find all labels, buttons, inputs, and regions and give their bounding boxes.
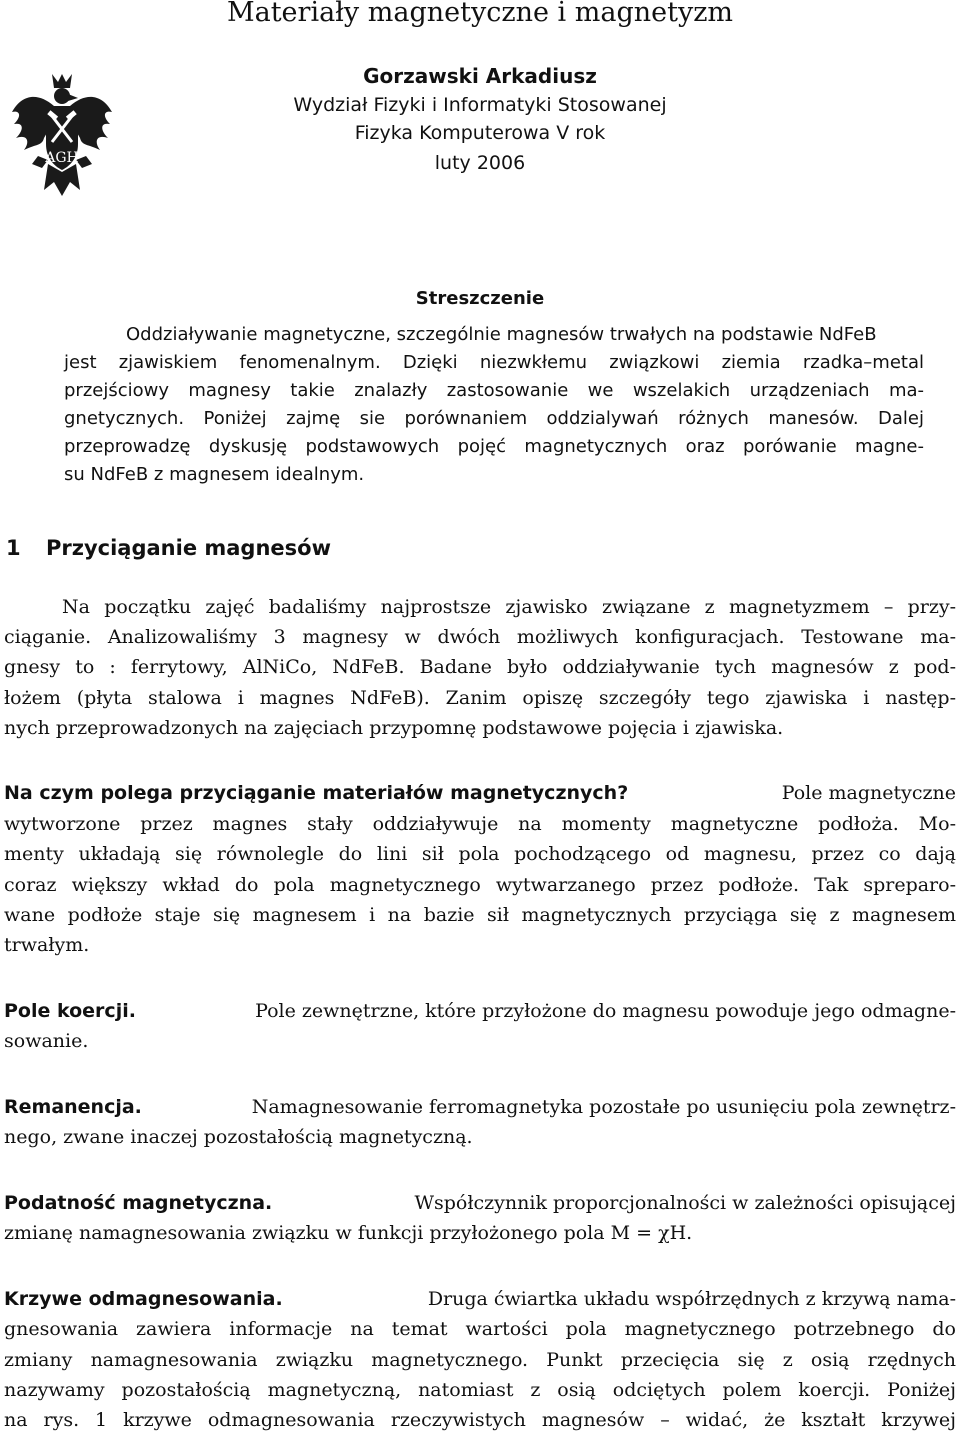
paragraph-line: sowanie. <box>4 1030 89 1052</box>
paragraph-line: menty układają się równolegle do lini sił pola pochodzącego od magnesu, przez co dają <box>4 843 956 865</box>
paper-title: Materiały magnetyczne i magnetyzm <box>226 0 734 28</box>
paragraph-line: coraz większy wkład do pola magnetycznego wytwarzanego przez podłoże. Tak spreparo- <box>4 874 956 896</box>
paragraph-line: zmianę namagnesowania związku w funkcji przyłożonego pola M = χH. <box>4 1222 693 1244</box>
paragraph-line: gnesowania zawiera informacje na temat wartości pola magnetycznego potrzebnego do <box>4 1318 956 1340</box>
section-title: Przyciąganie magnesów <box>46 536 331 560</box>
paragraph-line: Na czym polega przyciąganie materiałów magnetycznych? Pole magnetyczne <box>4 782 956 804</box>
abstract-line: Oddziaływanie magnetyczne, szczególnie magnesów trwałych na podstawie NdFeB <box>126 324 877 345</box>
author-affiliation: Wydział Fizyki i Informatyki Stosowanej <box>293 94 667 116</box>
abstract-heading: Streszczenie <box>415 288 545 309</box>
run-in-heading: Podatność magnetyczna. <box>4 1192 273 1214</box>
paragraph-line: Podatność magnetyczna. Współczynnik proporcjonalności w zależności opisującej <box>4 1192 956 1214</box>
paragraph-line: zmiany namagnesowania związku magnetycznego. Punkt przecięcia się z osią rzędnych <box>4 1349 956 1371</box>
paragraph-line: nych przeprowadzonych na zajęciach przypomnę podstawowe pojęcia i zjawiska. <box>4 717 784 739</box>
abstract-line: przeprowadzę dyskusję podstawowych pojęć magnetycznych oraz porówanie magne- <box>64 436 924 457</box>
document-date: luty 2006 <box>434 152 526 174</box>
run-in-heading: Krzywe odmagnesowania. <box>4 1288 283 1310</box>
paragraph-line: Na początku zajęć badaliśmy najprostsze zjawisko związane z magnetyzmem – przy- <box>62 596 956 618</box>
run-in-heading: Remanencja. <box>4 1096 142 1118</box>
paragraph-line: wane podłoże staje się magnesem i na bazie sił magnetycznych przyciąga się z magnesem <box>4 904 956 926</box>
section-heading <box>6 536 331 560</box>
paragraph-line: na rys. 1 krzywe odmagnesowania rzeczywistych magnesów – widać, że kształt krzywej <box>4 1409 956 1431</box>
abstract-line: su NdFeB z magnesem idealnym. <box>64 464 365 485</box>
paragraph-line: ciąganie. Analizowaliśmy 3 magnesy w dwóch możliwych konfiguracjach. Testowane ma- <box>4 626 956 648</box>
paragraph-line: wytworzone przez magnes stały oddziaływuje na momenty magnetyczne podłoża. Mo- <box>4 813 956 835</box>
section-number: 1 <box>6 536 21 560</box>
paragraph-line: nazywamy pozostałością magnetyczną, natomiast z osią odciętych polem koercji. Poniżej <box>4 1379 956 1401</box>
paragraph-line: nego, zwane inaczej pozostałością magnetyczną. <box>4 1126 473 1148</box>
paragraph-line: Remanencja. Namagnesowanie ferromagnetyka pozostałe po usunięciu pola zewnętrz- <box>4 1096 956 1118</box>
abstract-line: gnetycznych. Poniżej zajmę sie porównaniem oddzialywań różnych manesów. Dalej <box>64 408 924 429</box>
svg-text:AGH: AGH <box>45 150 79 166</box>
run-in-heading: Na czym polega przyciąganie materiałów magnetycznych? <box>4 782 629 804</box>
author-program: Fizyka Komputerowa V rok <box>354 122 606 144</box>
abstract-line: jest zjawiskiem fenomenalnym. Dzięki niezwkłemu związkowi ziemia rzadka–metal <box>64 352 924 373</box>
run-in-heading: Pole koercji. <box>4 1000 136 1022</box>
author-name: Gorzawski Arkadiusz <box>363 64 597 88</box>
paragraph-line: łożem (płyta stalowa i magnes NdFeB). Zanim opiszę szczegóły tego zjawiska i następ- <box>4 687 956 709</box>
paragraph-line: Pole koercji. Pole zewnętrzne, które przyłożone do magnesu powoduje jego odmagne- <box>4 1000 956 1022</box>
paragraph-line: trwałym. <box>4 934 90 956</box>
paragraph-line: gnesy to : ferrytowy, AlNiCo, NdFeB. Badane było oddziaływanie tych magnesów z pod- <box>4 656 956 678</box>
paragraph-line: Krzywe odmagnesowania. Druga ćwiartka układu współrzędnych z krzywą nama- <box>4 1288 956 1310</box>
abstract-line: przejściowy magnesy takie znalazły zastosowanie we wszelakich urządzeniach ma- <box>64 380 924 401</box>
